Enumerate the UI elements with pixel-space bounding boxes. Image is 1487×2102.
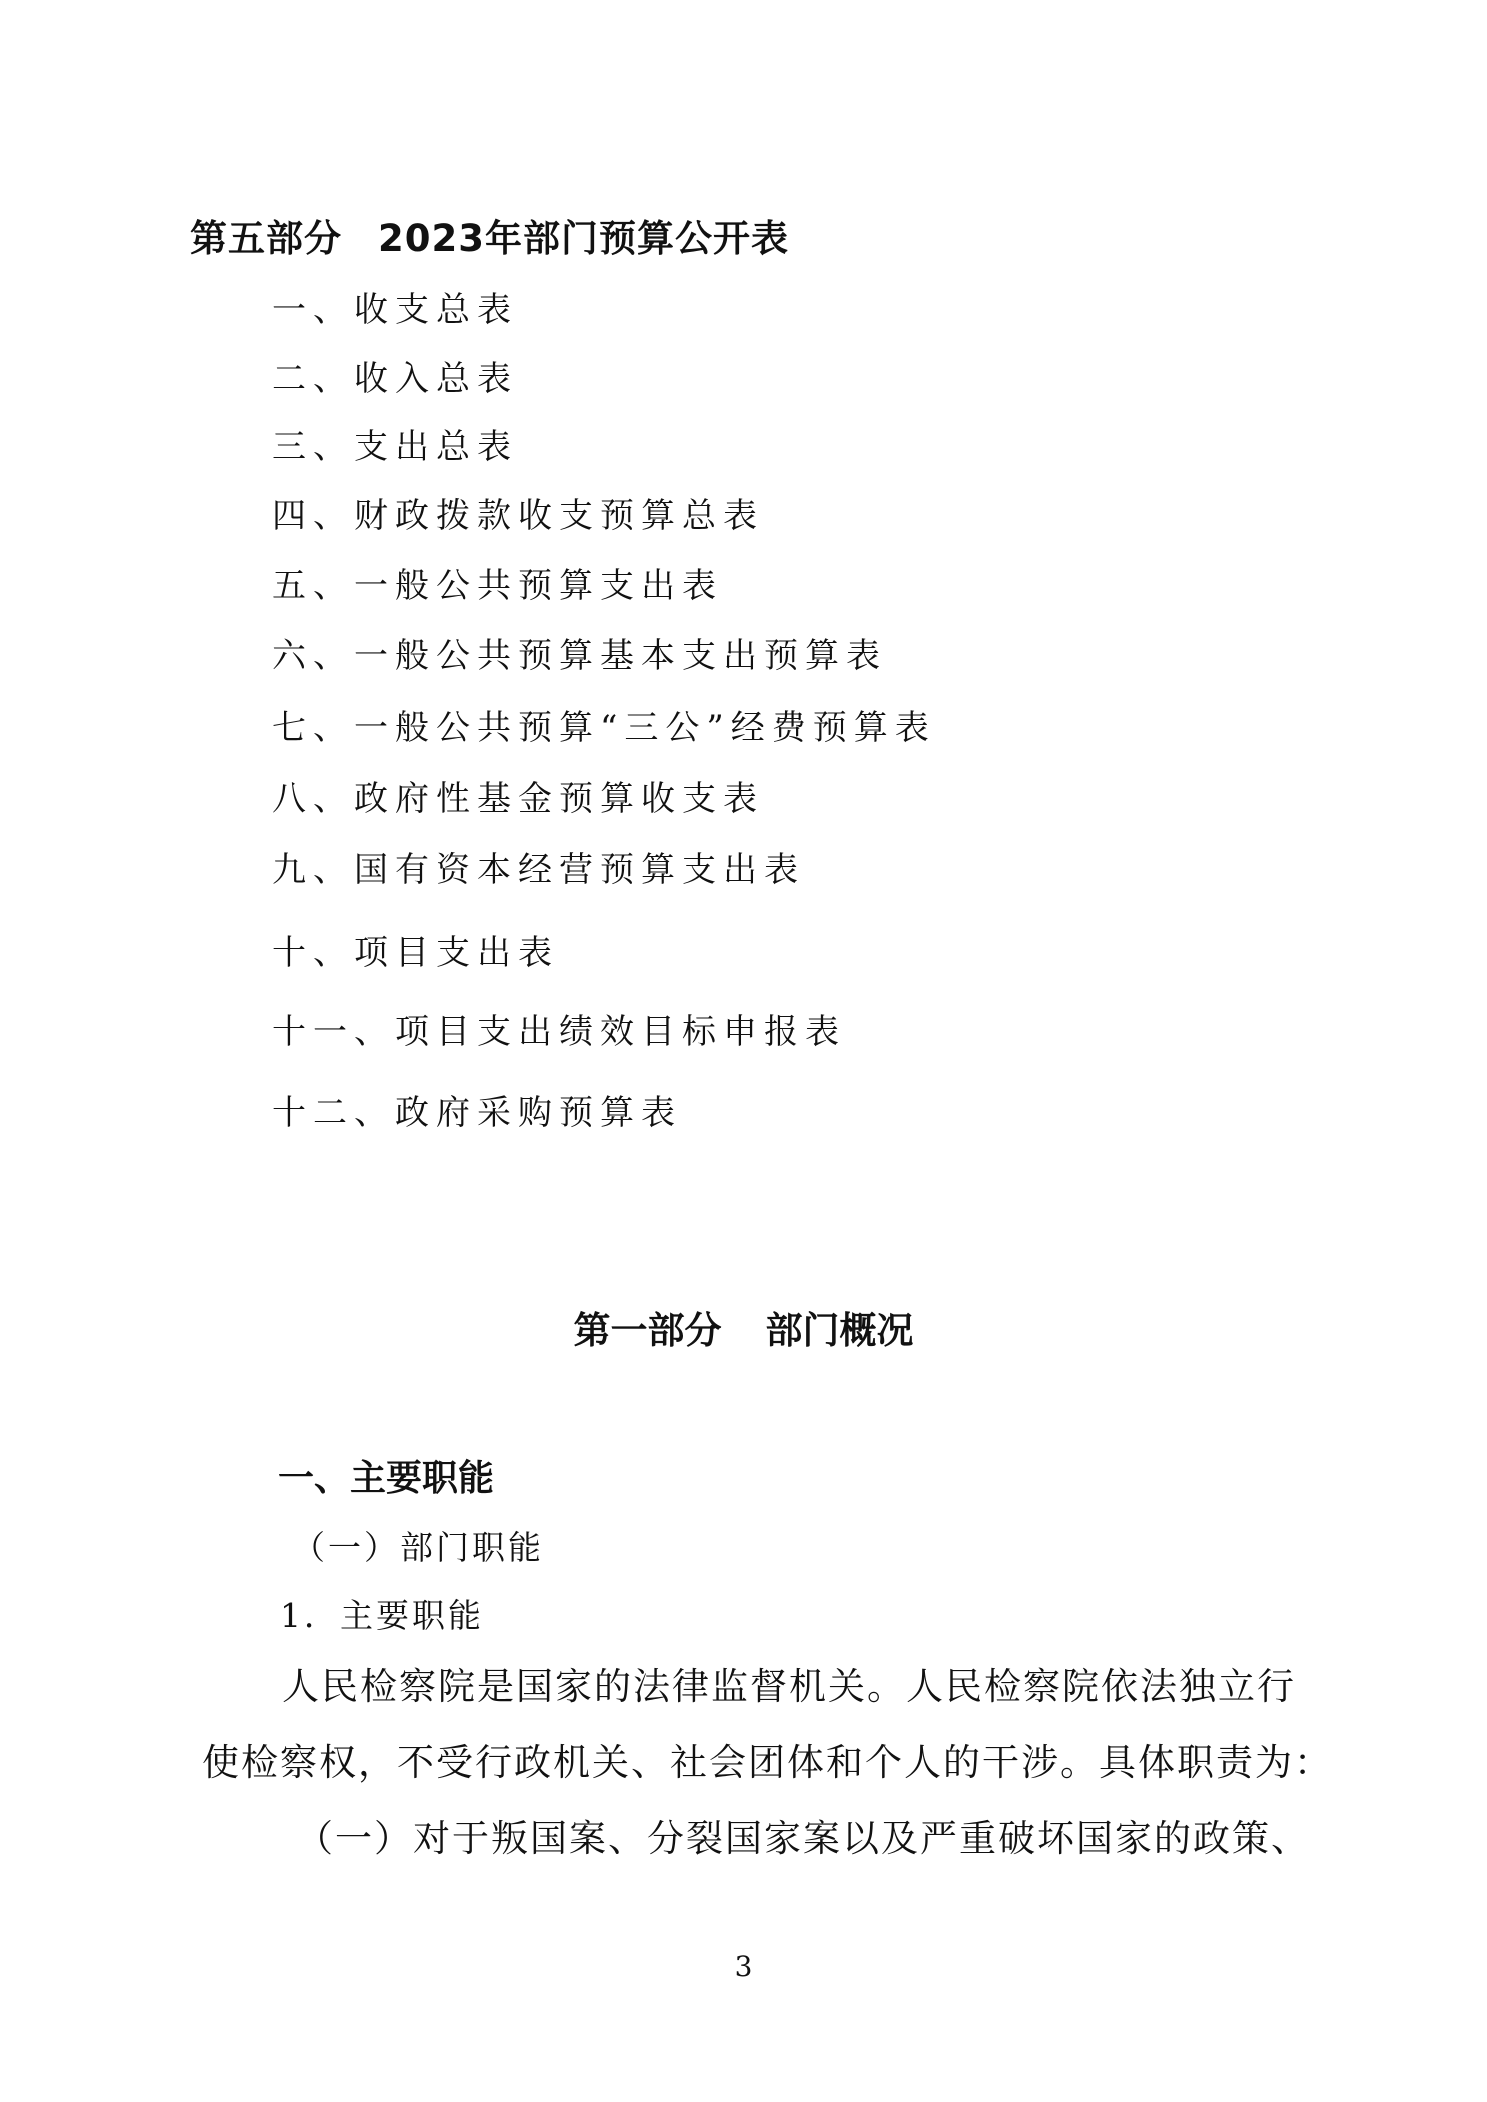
list-item: 九、国有资本经营预算支出表 xyxy=(272,850,805,890)
part-one-title-text: 部门概况 xyxy=(765,1309,914,1352)
part-one-title-part: 第一部分 xyxy=(573,1309,722,1352)
paragraph-line: 使检察权，不受行政机关、社会团体和个人的干涉。具体职责为： xyxy=(202,1741,1333,1784)
heading-main-functions-item: 1．主要职能 xyxy=(280,1596,484,1635)
paragraph-line: （一）对于叛国案、分裂国家案以及严重破坏国家的政策、 xyxy=(296,1817,1310,1860)
list-item: 十二、政府采购预算表 xyxy=(272,1093,682,1133)
list-item: 四、财政拨款收支预算总表 xyxy=(272,496,764,536)
list-item: 二、收入总表 xyxy=(272,359,518,399)
list-item: 一、收支总表 xyxy=(272,290,518,330)
list-item: 七、一般公共预算“三公”经费预算表 xyxy=(272,708,936,748)
section-five-title xyxy=(190,208,789,262)
page-number: 3 xyxy=(734,1950,753,1983)
list-item: 十一、项目支出绩效目标申报表 xyxy=(272,1012,846,1052)
list-item: 五、一般公共预算支出表 xyxy=(272,566,723,606)
part-one-title xyxy=(0,1300,1487,1354)
section-five-title-text: 2023年部门预算公开表 xyxy=(378,217,789,260)
paragraph-line: 人民检察院是国家的法律监督机关。人民检察院依法独立行 xyxy=(282,1665,1296,1708)
heading-department-functions: （一）部门职能 xyxy=(292,1528,544,1567)
list-item: 三、支出总表 xyxy=(272,427,518,467)
heading-main-functions: 一、主要职能 xyxy=(278,1458,495,1499)
list-item: 六、一般公共预算基本支出预算表 xyxy=(272,636,887,676)
section-five-title-part: 第五部分 xyxy=(190,217,342,260)
list-item: 八、政府性基金预算收支表 xyxy=(272,779,764,819)
list-item: 十、项目支出表 xyxy=(272,933,559,973)
